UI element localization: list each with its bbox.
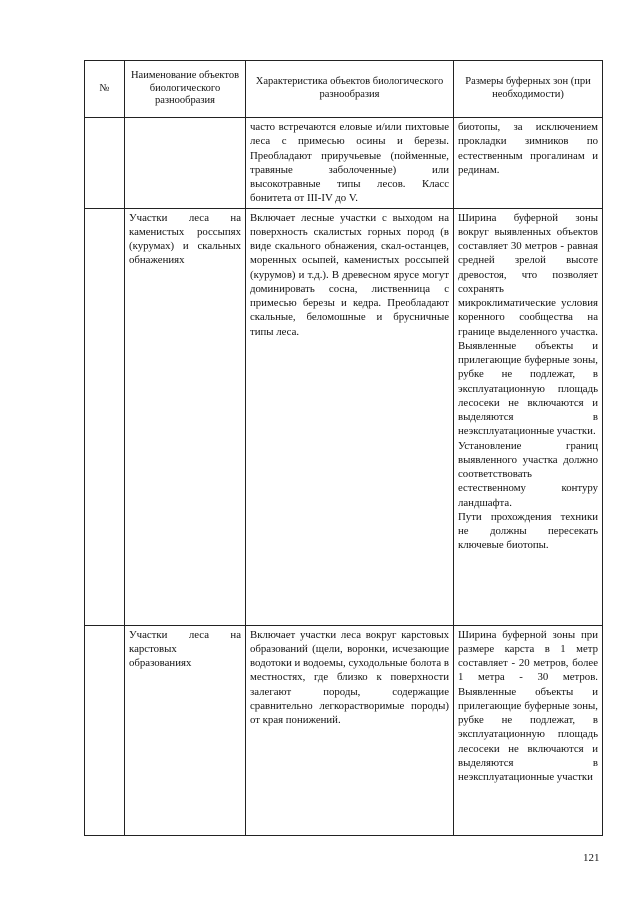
biodiversity-table: [84, 60, 603, 836]
table-row: [85, 118, 603, 209]
object-name: [125, 118, 246, 209]
buffer-zone-paragraph: Пути прохождения техники не должны пересекать ключевые биотопы.: [458, 510, 598, 552]
page-number: 121: [583, 852, 600, 864]
buffer-zone-paragraph: Ширина буферной зоны вокруг выявленных объектов составляет 30 метров - равная средней зрелой высоте древостоя, что позволяет сохранять микроклиматические условия коренного сообщества на границе выделенного участка. Выявленные объекты и прилегающие буферные зоны, рубке не подлежат, в эксплуатационную площадь лесосеки не включаются и выделяются в неэксплуатационные участки.: [458, 211, 598, 438]
header-characteristics: Характеристика объектов биологического разнообразия: [246, 61, 454, 118]
row-number: [85, 625, 125, 835]
buffer-zone-cell: [454, 208, 603, 625]
table-row: [85, 625, 603, 835]
object-name: Участки леса на каменистых россыпях (курумах) и скальных обнажениях: [125, 208, 246, 625]
object-description: Включает лесные участки с выходом на поверхность скалистых горных пород (в виде скального обнажения, скал-останцев, моренных осыпей, каменистых россыпей (курумов) и т.д.). В древесном ярусе могут доминировать сосна, лиственница с примесью березы и кедра. Преобладают скальные, беломошные и брусничные типы леса.: [246, 208, 454, 625]
row-number: [85, 118, 125, 209]
header-object-name: Наименование объектов биологического разнообразия: [125, 61, 246, 118]
buffer-zone-paragraph: Ширина буферной зоны при размере карста в 1 метр составляет - 20 метров, более 1 метра - 30 метров. Выявленные объекты и прилегающие буферные зоны, рубке не подлежат, в эксплуатационную площадь лесосеки не включаются и выделяются в неэксплуатационные участки: [458, 628, 598, 783]
buffer-zone-paragraph: Установление границ выявленного участка должно соответствовать естественному контуру ландшафта.: [458, 439, 598, 509]
header-number: №: [85, 61, 125, 118]
table-header-row: [85, 61, 603, 118]
object-description: Включает участки леса вокруг карстовых образований (щели, воронки, исчезающие водотоки и водоемы, суходольные болота в местностях, где близко к поверхности залегают породы, содержащие сравнительно легкорастворимые породы) от края понижений.: [246, 625, 454, 835]
row-number: [85, 208, 125, 625]
buffer-zone-cell: [454, 118, 603, 209]
table-row: [85, 208, 603, 625]
buffer-zone-paragraph: биотопы, за исключением прокладки зимников по естественным прогалинам и рединам.: [458, 121, 598, 176]
header-buffer-zones: Размеры буферных зон (при необходимости): [454, 61, 603, 118]
object-name: Участки леса на карстовых образованиях: [125, 625, 246, 835]
object-description: часто встречаются еловые и/или пихтовые леса с примесью осины и березы. Преобладают приручьевые (пойменные, травяные заболоченные) или высокотравные типы лесов. Класс бонитета от III-IV до V.: [246, 118, 454, 209]
buffer-zone-cell: [454, 625, 603, 835]
